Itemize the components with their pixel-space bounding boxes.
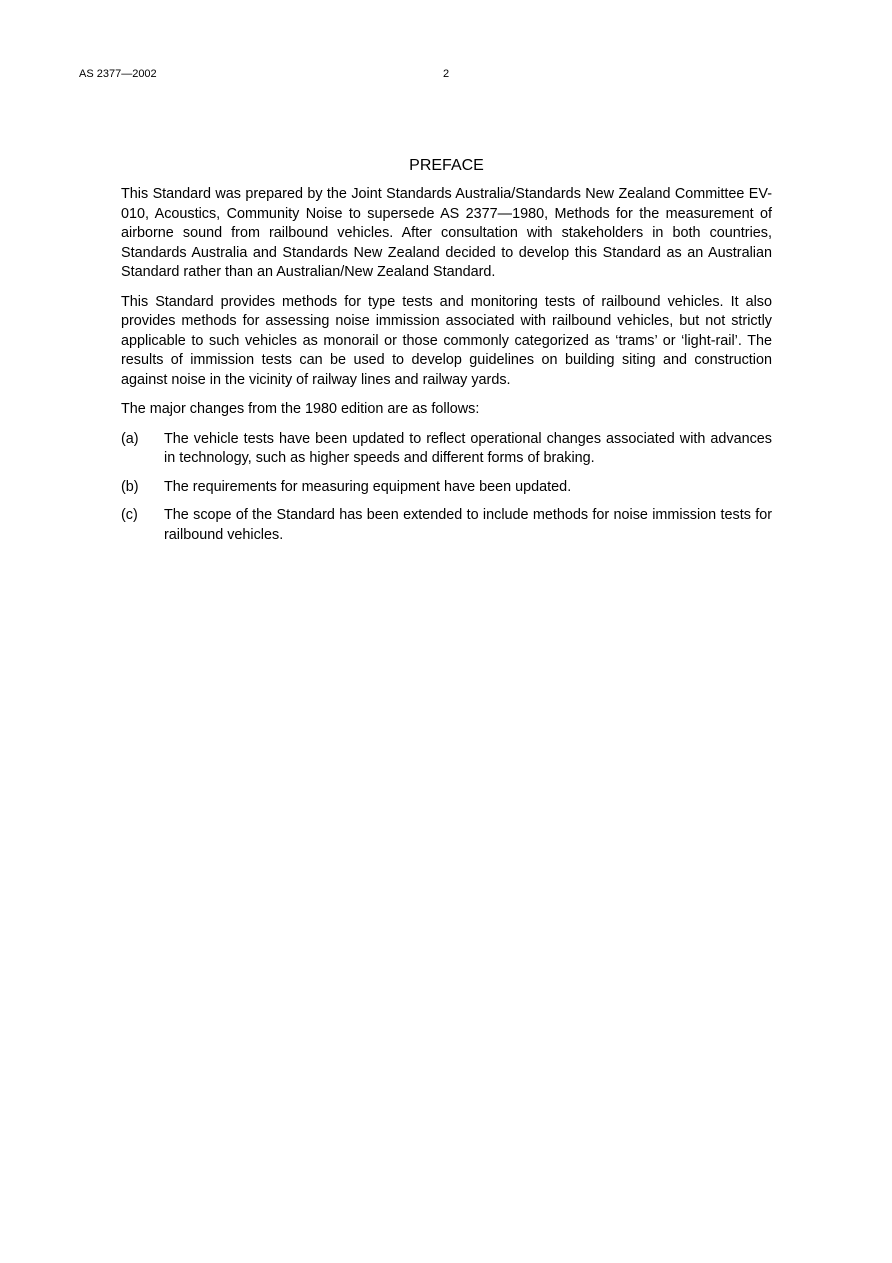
list-item-text: The requirements for measuring equipment have been updated. <box>164 478 572 495</box>
preface-paragraph-changes-intro: The major changes from the 1980 edition are as follows: <box>121 401 480 417</box>
changes-list <box>121 430 772 546</box>
list-item-marker: (b) <box>121 478 139 495</box>
list-item-marker: (a) <box>121 430 139 447</box>
list-item-text: The scope of the Standard has been extended to include methods for noise immission tests for railbound vehicles. <box>164 507 772 543</box>
page-header <box>0 68 892 84</box>
preface-paragraph-committee: This Standard was prepared by the Joint Standards Australia/Standards New Zealand Committee EV-010, Acoustics, Community Noise to supersede AS 2377—1980, Methods for the measurement of airborne sound from railbound vehicles. After consultation with stakeholders in both countries, Standards Australia and Standards New Zealand decided to develop this Standard as an Australian Standard rather than an Australian/New Zealand Standard. <box>121 186 772 280</box>
preface-title: PREFACE <box>409 157 484 174</box>
preface-paragraph-scope: This Standard provides methods for type tests and monitoring tests of railbound vehicles. It also provides methods for assessing noise immission associated with railbound vehicles, but not strictly applicable to such vehicles as monorail or those commonly categorized as ‘trams’ or ‘light-rail’. The results of immission tests can be used to develop guidelines on building siting and construction against noise in the vicinity of railway lines and railway yards. <box>121 293 772 388</box>
list-item <box>121 506 772 545</box>
preface-section <box>121 156 772 554</box>
page-number: 2 <box>443 68 450 80</box>
list-item <box>121 478 772 498</box>
list-item-text: The vehicle tests have been updated to reflect operational changes associated with advances in technology, such as higher speeds and different forms of braking. <box>164 430 772 466</box>
document-id: AS 2377—2002 <box>79 68 157 80</box>
list-item <box>121 430 772 469</box>
list-item-marker: (c) <box>121 507 138 523</box>
